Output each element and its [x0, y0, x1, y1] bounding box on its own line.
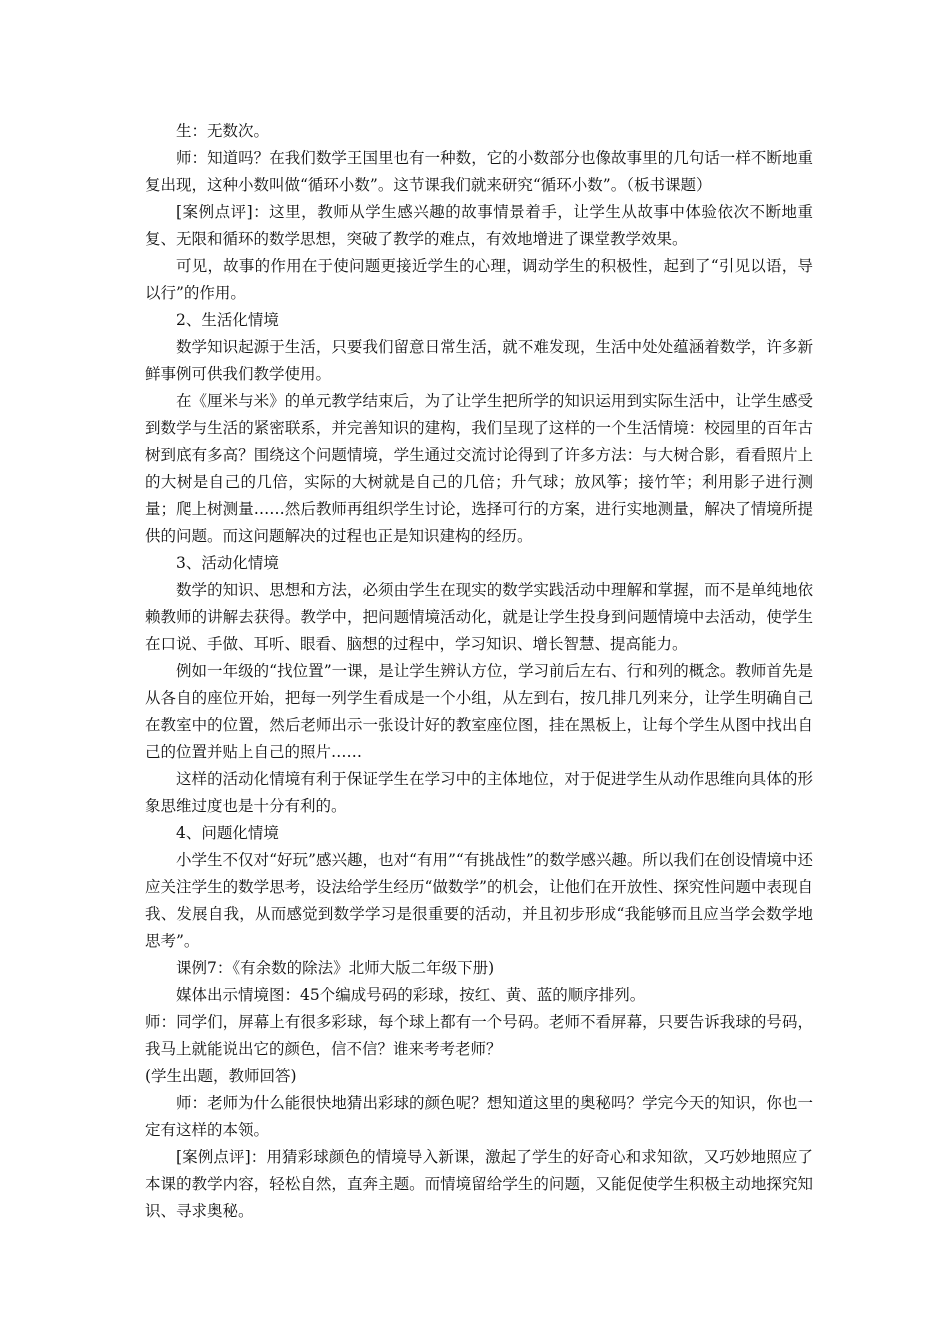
paragraph: 师：老师为什么能很快地猜出彩球的颜色呢？想知道这里的奥秘吗？学完今天的知识，你也一定有这样的本领。 [145, 1094, 813, 1139]
paragraph: 媒体出示情境图：45个编成号码的彩球，按红、黄、蓝的顺序排列。 [176, 986, 646, 1004]
paragraph: 数学的知识、思想和方法，必须由学生在现实的数学实践活动中理解和掌握，而不是单纯地依赖教师的讲解去获得。教学中，把问题情境活动化，就是让学生投身到问题情境中去活动，使学生在口说、手做、耳听、眼看、脑想的过程中，学习知识、增长智慧、提高能力。 [145, 581, 813, 653]
section-heading: 4、问题化情境 [176, 824, 279, 842]
section-heading: 2、生活化情境 [176, 311, 279, 329]
paragraph: 师：知道吗？在我们数学王国里也有一种数，它的小数部分也像故事里的几句话一样不断地重复出现，这种小数叫做“循环小数”。这节课我们就来研究“循环小数”。（板书课题） [145, 149, 813, 194]
paragraph: 师：同学们，屏幕上有很多彩球，每个球上都有一个号码。老师不看屏幕，只要告诉我球的号码，我马上就能说出它的颜色，信不信？谁来考考老师？ [145, 1013, 813, 1058]
paragraph: 数学知识起源于生活，只要我们留意日常生活，就不难发现，生活中处处蕴涵着数学，许多新鲜事例可供我们教学使用。 [145, 338, 813, 383]
paragraph: 小学生不仅对“好玩”感兴趣，也对“有用”“有挑战性”的数学感兴趣。所以我们在创设情境中还应关注学生的数学思考，设法给学生经历“做数学”的机会，让他们在开放性、探究性问题中表现自我、发展自我，从而感觉到数学学习是很重要的活动，并且初步形成“我能够而且应当学会数学地思考”。 [145, 851, 813, 950]
document-page [145, 118, 813, 1225]
paragraph: (学生出题，教师回答) [145, 1067, 297, 1085]
paragraph: 生：无数次。 [176, 122, 270, 140]
paragraph: 可见，故事的作用在于使问题更接近学生的心理，调动学生的积极性，起到了“引见以语，导以行”的作用。 [145, 257, 813, 302]
paragraph: 在《厘米与米》的单元教学结束后，为了让学生把所学的知识运用到实际生活中，让学生感受到数学与生活的紧密联系，并完善知识的建构，我们呈现了这样的一个生活情境：校园里的百年古树到底有多高？围绕这个问题情境，学生通过交流讨论得到了许多方法：与大树合影，看看照片上的大树是自己的几倍，实际的大树就是自己的几倍；升气球；放风筝；接竹竿；利用影子进行测量；爬上树测量……然后教师再组织学生讨论，选择可行的方案，进行实地测量，解决了情境所提供的问题。而这问题解决的过程也正是知识建构的经历。 [145, 392, 813, 545]
case-example-title: 课例7：《有余数的除法》北师大版二年级下册) [176, 959, 495, 977]
case-comment-paragraph: [案例点评]：这里，教师从学生感兴趣的故事情景着手，让学生从故事中体验依次不断地重复、无限和循环的数学思想，突破了教学的难点，有效地增进了课堂教学效果。 [145, 203, 813, 248]
paragraph: 这样的活动化情境有利于保证学生在学习中的主体地位，对于促进学生从动作思维向具体的形象思维过度也是十分有利的。 [145, 770, 813, 815]
section-heading: 3、活动化情境 [176, 554, 279, 572]
case-comment-paragraph: [案例点评]：用猜彩球颜色的情境导入新课，激起了学生的好奇心和求知欲，又巧妙地照应了本课的教学内容，轻松自然，直奔主题。而情境留给学生的问题，又能促使学生积极主动地探究知识、寻求奥秘。 [145, 1148, 813, 1220]
paragraph: 例如一年级的“找位置”一课，是让学生辨认方位，学习前后左右、行和列的概念。教师首先是从各自的座位开始，把每一列学生看成是一个小组，从左到右，按几排几列来分，让学生明确自己在教室中的位置，然后老师出示一张设计好的教室座位图，挂在黑板上，让每个学生从图中找出自己的位置并贴上自己的照片…… [145, 662, 813, 761]
